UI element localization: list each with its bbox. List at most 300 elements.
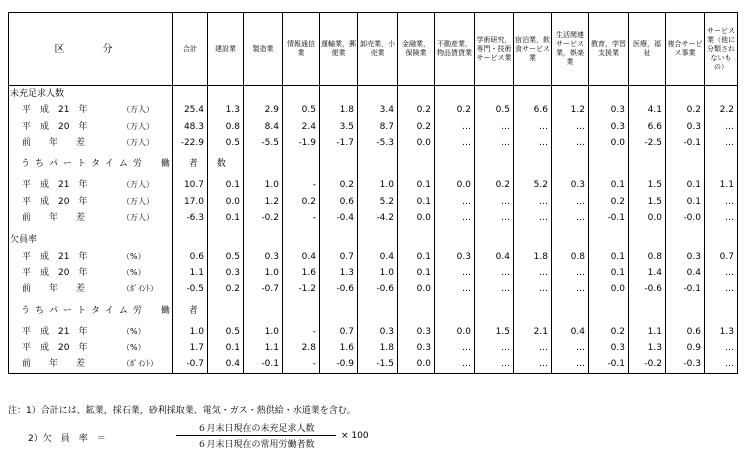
table-cell xyxy=(283,151,320,177)
column-header: 生活関連サービス業，娯楽業 xyxy=(552,13,589,86)
table-cell: 25.4 xyxy=(173,102,208,118)
table-cell: 10.7 xyxy=(173,177,208,193)
table-cell: 0.3 xyxy=(589,118,629,134)
table-cell: 0.0 xyxy=(589,135,629,151)
table-cell xyxy=(320,298,358,324)
table-cell: … xyxy=(552,265,589,281)
table-cell: 2.4 xyxy=(283,118,320,134)
row-unit: （%） xyxy=(122,343,146,353)
table-cell xyxy=(705,151,738,177)
row-unit: （万人） xyxy=(122,180,154,190)
table-cell: 0.7 xyxy=(705,248,738,264)
table-cell: -0.1 xyxy=(666,281,705,297)
table-row xyxy=(9,265,738,281)
table-cell: 0.4 xyxy=(552,324,589,340)
table-cell: 0.2 xyxy=(666,102,705,118)
table-cell: 0.3 xyxy=(358,324,398,340)
table-cell: … xyxy=(705,340,738,356)
table-cell xyxy=(552,298,589,324)
table-cell: -2.5 xyxy=(629,135,666,151)
table-row xyxy=(9,248,738,264)
formula-denominator: ６月末日現在の常用労働者数 xyxy=(197,440,315,450)
table-cell xyxy=(208,232,244,248)
table-cell: 0.2 xyxy=(320,177,358,193)
table-cell xyxy=(173,86,208,103)
row-label-text: 前 年 差 xyxy=(22,137,86,148)
table-cell xyxy=(589,86,629,103)
table-cell: 1.1 xyxy=(173,265,208,281)
column-header: 医療，福祉 xyxy=(629,13,666,86)
table-cell xyxy=(514,232,552,248)
row-label-text: 平 成 21 年 xyxy=(22,105,88,116)
row-unit: （万人） xyxy=(122,213,154,223)
table-cell: 0.9 xyxy=(666,340,705,356)
table-cell xyxy=(514,298,552,324)
column-header: サービス業（他に分類されないもの） xyxy=(705,13,738,86)
table-cell: 0.1 xyxy=(666,177,705,193)
table-cell: 1.0 xyxy=(173,324,208,340)
table-cell: -0.2 xyxy=(244,210,283,226)
table-cell: 0.3 xyxy=(666,118,705,134)
section-label: 欠員率 xyxy=(9,232,173,248)
row-label-text: 前 年 差 xyxy=(22,359,86,370)
table-cell: 0.0 xyxy=(398,210,435,226)
table-cell: … xyxy=(514,210,552,226)
table-cell: 0.0 xyxy=(435,177,475,193)
table-cell: 2.2 xyxy=(705,102,738,118)
table-cell: - xyxy=(283,210,320,226)
row-label xyxy=(9,356,173,373)
table-cell xyxy=(320,151,358,177)
table-cell: … xyxy=(435,265,475,281)
table-cell xyxy=(244,298,283,324)
table-cell xyxy=(244,151,283,177)
table-cell: -0.5 xyxy=(173,281,208,297)
table-cell xyxy=(629,298,666,324)
table-cell: 3.5 xyxy=(320,118,358,134)
table-cell xyxy=(705,298,738,324)
table-cell: 2.1 xyxy=(514,324,552,340)
table-cell: … xyxy=(514,356,552,373)
column-header: 製造業 xyxy=(244,13,283,86)
row-unit: （万人） xyxy=(122,105,154,115)
table-cell: 0.1 xyxy=(589,265,629,281)
table-cell: … xyxy=(552,356,589,373)
table-cell: 0.6 xyxy=(320,194,358,210)
table-cell: 0.3 xyxy=(666,248,705,264)
table-cell: … xyxy=(435,356,475,373)
row-label xyxy=(9,265,173,281)
table-cell: 0.5 xyxy=(208,324,244,340)
vacancy-rate-label: 2）欠 員 率 ＝ xyxy=(28,434,106,444)
table-cell: 1.6 xyxy=(283,265,320,281)
table-cell: - xyxy=(283,356,320,373)
table-cell xyxy=(358,151,398,177)
table-cell: 1.8 xyxy=(514,248,552,264)
table-cell xyxy=(475,232,514,248)
table-cell: 1.2 xyxy=(552,102,589,118)
table-cell: 0.2 xyxy=(398,118,435,134)
table-cell: 0.3 xyxy=(398,340,435,356)
table-cell: … xyxy=(705,194,738,210)
table-cell xyxy=(705,232,738,248)
table-cell: … xyxy=(514,340,552,356)
row-unit: （万人） xyxy=(122,137,154,147)
table-cell: 0.4 xyxy=(208,356,244,373)
table-cell xyxy=(244,86,283,103)
note-1: 注：1）合計には、鉱業，採石業，砂利採取業、電気・ガス・熱供給・水道業を含む。 xyxy=(8,406,356,416)
row-label-text: 平 成 20 年 xyxy=(22,343,88,354)
column-header: 卸売業，小売業 xyxy=(358,13,398,86)
table-cell: … xyxy=(435,210,475,226)
table-row xyxy=(9,118,738,134)
table-cell: 0.0 xyxy=(629,210,666,226)
table-cell: 1.1 xyxy=(244,340,283,356)
table-cell: 0.4 xyxy=(358,248,398,264)
table-cell: 4.1 xyxy=(629,102,666,118)
table-cell: -0.6 xyxy=(629,281,666,297)
table-cell: 1.5 xyxy=(629,194,666,210)
row-unit: （ﾎﾟｲﾝﾄ） xyxy=(122,359,158,369)
table-cell: … xyxy=(552,194,589,210)
table-cell: 5.2 xyxy=(358,194,398,210)
table-cell: 0.2 xyxy=(475,177,514,193)
table-cell: … xyxy=(552,281,589,297)
table-cell: 0.3 xyxy=(435,248,475,264)
table-cell: … xyxy=(552,135,589,151)
table-cell: … xyxy=(514,265,552,281)
table-cell: 48.3 xyxy=(173,118,208,134)
table-cell: 1.5 xyxy=(475,324,514,340)
footnotes xyxy=(8,403,737,455)
row-label-text: 平 成 20 年 xyxy=(22,196,88,207)
table-cell xyxy=(552,86,589,103)
table-cell: 8.4 xyxy=(244,118,283,134)
table-cell: 0.5 xyxy=(283,102,320,118)
table-cell: 0.0 xyxy=(589,281,629,297)
row-label xyxy=(9,102,173,118)
column-header: 建設業 xyxy=(208,13,244,86)
table-cell: 0.0 xyxy=(398,281,435,297)
table-cell: 0.7 xyxy=(320,324,358,340)
table-cell: 0.8 xyxy=(208,118,244,134)
table-cell: -5.3 xyxy=(358,135,398,151)
table-cell: … xyxy=(435,194,475,210)
table-cell: -0.9 xyxy=(320,356,358,373)
table-cell: 0.2 xyxy=(283,194,320,210)
table-cell xyxy=(475,298,514,324)
table-row xyxy=(9,324,738,340)
row-label xyxy=(9,118,173,134)
table-cell: 0.2 xyxy=(589,194,629,210)
column-header: 金融業，保険業 xyxy=(398,13,435,86)
table-cell: 1.0 xyxy=(244,177,283,193)
header-row xyxy=(9,13,738,86)
table-cell: -0.6 xyxy=(320,281,358,297)
table-cell: 0.1 xyxy=(398,177,435,193)
table-cell xyxy=(398,232,435,248)
table-cell: … xyxy=(475,265,514,281)
unfilled-jobs-table xyxy=(8,12,738,374)
table-cell: -0.6 xyxy=(358,281,398,297)
table-cell: 0.3 xyxy=(398,324,435,340)
column-header: 宿泊業，飲食サービス業 xyxy=(514,13,552,86)
table-cell xyxy=(435,298,475,324)
table-cell xyxy=(475,86,514,103)
table-row xyxy=(9,177,738,193)
section-heading-row xyxy=(9,298,738,324)
table-cell: -0.1 xyxy=(244,356,283,373)
column-header: 不動産業，物品賃貸業 xyxy=(435,13,475,86)
table-cell xyxy=(666,151,705,177)
table-cell: … xyxy=(475,210,514,226)
table-cell xyxy=(475,151,514,177)
table-cell xyxy=(283,298,320,324)
column-header: 複合サービス事業 xyxy=(666,13,705,86)
table-row xyxy=(9,210,738,226)
table-cell: 17.0 xyxy=(173,194,208,210)
table-row xyxy=(9,135,738,151)
table-cell xyxy=(514,86,552,103)
table-cell: 0.1 xyxy=(589,248,629,264)
table-cell: - xyxy=(283,324,320,340)
table-cell: -22.9 xyxy=(173,135,208,151)
table-cell: 0.3 xyxy=(589,102,629,118)
table-cell: - xyxy=(283,177,320,193)
table-cell: … xyxy=(475,135,514,151)
table-cell: -1.7 xyxy=(320,135,358,151)
table-cell xyxy=(589,298,629,324)
table-cell: 1.8 xyxy=(320,102,358,118)
table-cell: 0.4 xyxy=(283,248,320,264)
section-heading-row xyxy=(9,151,738,177)
table-row xyxy=(9,102,738,118)
table-cell: 1.1 xyxy=(705,177,738,193)
table-cell: … xyxy=(552,340,589,356)
table-cell: 1.6 xyxy=(320,340,358,356)
table-cell: 1.0 xyxy=(358,177,398,193)
table-cell: 1.3 xyxy=(208,102,244,118)
table-cell xyxy=(398,151,435,177)
table-cell: -0.1 xyxy=(666,135,705,151)
table-cell: 0.1 xyxy=(398,248,435,264)
table-cell: -0.4 xyxy=(320,210,358,226)
table-cell: 1.8 xyxy=(358,340,398,356)
table-cell: 0.0 xyxy=(398,356,435,373)
table-cell: … xyxy=(514,135,552,151)
row-label xyxy=(9,177,173,193)
table-cell: 0.7 xyxy=(320,248,358,264)
table-cell xyxy=(666,86,705,103)
table-cell: 0.3 xyxy=(552,177,589,193)
table-cell xyxy=(173,232,208,248)
table-cell: 0.1 xyxy=(589,177,629,193)
table-cell xyxy=(398,298,435,324)
table-cell: -1.9 xyxy=(283,135,320,151)
table-cell: … xyxy=(475,194,514,210)
formula-numerator: ６月末日現在の未充足求人数 xyxy=(176,421,336,436)
table-cell: 1.1 xyxy=(629,324,666,340)
table-cell: -4.2 xyxy=(358,210,398,226)
table-cell xyxy=(208,86,244,103)
table-cell: 0.6 xyxy=(666,324,705,340)
table-cell: -6.3 xyxy=(173,210,208,226)
table-cell: 6.6 xyxy=(629,118,666,134)
section-label: うちパートタイム労 働 者 xyxy=(9,298,173,324)
table-cell: -5.5 xyxy=(244,135,283,151)
table-cell: 0.1 xyxy=(208,340,244,356)
row-unit: （%） xyxy=(122,267,146,277)
row-label xyxy=(9,194,173,210)
table-cell: -0.0 xyxy=(666,210,705,226)
table-row xyxy=(9,356,738,373)
row-unit: （万人） xyxy=(122,121,154,131)
table-cell xyxy=(589,232,629,248)
table-cell: 1.4 xyxy=(629,265,666,281)
table-cell: 1.2 xyxy=(244,194,283,210)
table-cell: 0.1 xyxy=(398,265,435,281)
section-label: 未充足求人数 xyxy=(9,86,173,103)
table-cell: … xyxy=(514,194,552,210)
table-cell xyxy=(705,86,738,103)
table-cell: 0.0 xyxy=(435,324,475,340)
table-cell: 0.4 xyxy=(666,265,705,281)
table-cell: … xyxy=(435,281,475,297)
table-cell: 0.5 xyxy=(208,248,244,264)
table-cell: 0.0 xyxy=(398,135,435,151)
table-cell: 1.0 xyxy=(244,324,283,340)
table-cell: 8.7 xyxy=(358,118,398,134)
row-label xyxy=(9,135,173,151)
table-cell xyxy=(320,86,358,103)
table-row xyxy=(9,340,738,356)
row-label xyxy=(9,210,173,226)
note-2 xyxy=(8,419,737,455)
table-cell: 0.4 xyxy=(475,248,514,264)
table-cell xyxy=(435,151,475,177)
table-cell: 1.5 xyxy=(629,177,666,193)
table-cell: 0.1 xyxy=(666,194,705,210)
table-cell: -0.1 xyxy=(589,356,629,373)
table-cell: 1.0 xyxy=(244,265,283,281)
column-header: 教育，学習支援業 xyxy=(589,13,629,86)
table-cell: -0.2 xyxy=(629,356,666,373)
row-label-text: 平 成 21 年 xyxy=(22,180,88,191)
row-label-text: 平 成 21 年 xyxy=(22,326,88,337)
table-cell: … xyxy=(475,281,514,297)
table-cell: 0.8 xyxy=(552,248,589,264)
table-cell: 0.2 xyxy=(589,324,629,340)
table-cell xyxy=(435,86,475,103)
table-cell: 1.7 xyxy=(173,340,208,356)
row-label-text: 平 成 21 年 xyxy=(22,251,88,262)
table-cell xyxy=(283,86,320,103)
row-unit: （万人） xyxy=(122,196,154,206)
table-cell: 0.3 xyxy=(208,265,244,281)
table-cell: … xyxy=(705,118,738,134)
table-cell: 0.2 xyxy=(208,281,244,297)
row-label-text: 前 年 差 xyxy=(22,284,86,295)
table-cell: … xyxy=(552,210,589,226)
table-cell: … xyxy=(475,118,514,134)
row-label-text: 前 年 差 xyxy=(22,213,86,224)
table-cell: … xyxy=(435,135,475,151)
table-cell: -0.7 xyxy=(173,356,208,373)
stub-header: 区 分 xyxy=(9,13,173,86)
table-cell: 2.9 xyxy=(244,102,283,118)
section-heading-row xyxy=(9,232,738,248)
row-label xyxy=(9,324,173,340)
table-cell: … xyxy=(514,118,552,134)
column-header: 合計 xyxy=(173,13,208,86)
table-cell: … xyxy=(435,340,475,356)
column-header: 情報通信業 xyxy=(283,13,320,86)
table-cell: 5.2 xyxy=(514,177,552,193)
table-cell: … xyxy=(705,210,738,226)
table-cell: -0.1 xyxy=(589,210,629,226)
table-cell xyxy=(358,298,398,324)
table-cell: 0.1 xyxy=(208,210,244,226)
table-cell: 6.6 xyxy=(514,102,552,118)
row-label xyxy=(9,281,173,297)
row-unit: （ﾎﾟｲﾝﾄ） xyxy=(122,284,158,294)
formula-multiplier: × 100 xyxy=(341,431,369,441)
table-cell: 0.2 xyxy=(435,102,475,118)
table-cell: 0.8 xyxy=(629,248,666,264)
table-cell xyxy=(358,86,398,103)
table-cell: 1.3 xyxy=(705,324,738,340)
table-cell xyxy=(208,298,244,324)
table-cell: -1.5 xyxy=(358,356,398,373)
table-cell xyxy=(629,232,666,248)
vacancy-rate-formula xyxy=(176,421,336,450)
table-row xyxy=(9,194,738,210)
table-cell: 3.4 xyxy=(358,102,398,118)
table-cell xyxy=(666,298,705,324)
row-label xyxy=(9,248,173,264)
table-cell: 1.0 xyxy=(358,265,398,281)
table-row xyxy=(9,281,738,297)
data-table-container xyxy=(8,12,737,374)
table-cell: 0.6 xyxy=(173,248,208,264)
section-label: うちパートタイム労 働 者 数 xyxy=(9,151,173,177)
table-cell xyxy=(629,151,666,177)
table-body xyxy=(9,86,738,374)
section-heading-row xyxy=(9,86,738,103)
table-cell: 0.2 xyxy=(398,102,435,118)
table-cell xyxy=(283,232,320,248)
table-cell: 0.3 xyxy=(244,248,283,264)
table-cell: … xyxy=(475,356,514,373)
table-cell: 0.0 xyxy=(208,194,244,210)
table-cell xyxy=(666,232,705,248)
row-label-text: 平 成 20 年 xyxy=(22,267,88,278)
table-cell: 1.3 xyxy=(629,340,666,356)
table-cell xyxy=(435,232,475,248)
table-cell: … xyxy=(435,118,475,134)
table-cell xyxy=(320,232,358,248)
table-cell: … xyxy=(552,118,589,134)
row-unit: （%） xyxy=(122,326,146,336)
table-cell: 0.3 xyxy=(589,340,629,356)
table-cell: … xyxy=(514,281,552,297)
table-cell xyxy=(514,151,552,177)
table-cell: … xyxy=(705,281,738,297)
table-cell xyxy=(244,232,283,248)
table-cell: -0.3 xyxy=(666,356,705,373)
table-cell: -0.7 xyxy=(244,281,283,297)
table-cell: 0.5 xyxy=(208,135,244,151)
